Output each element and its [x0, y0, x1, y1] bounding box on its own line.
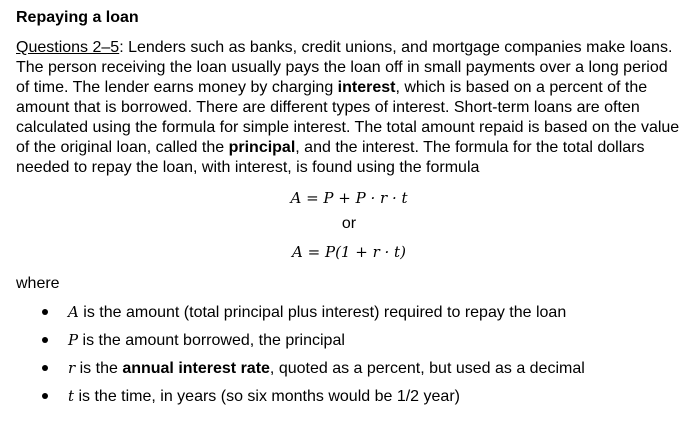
definition-text-rest: , quoted as a percent, but used as a decimal	[269, 360, 585, 377]
definition-text: is the time, in years (so six months would be 1/2 year)	[74, 388, 460, 405]
definition-variable: r	[68, 359, 76, 377]
intro-text-2: , which is based on a percent of the amount that is borrowed. There are different types of interest. Short-term loans are often calculated using the formula for simple interest. The total amount repaid is based on the value of the original loan, called the	[16, 79, 680, 156]
definition-item	[16, 330, 682, 351]
definition-variable: t	[68, 387, 75, 405]
definition-variable: A	[68, 303, 79, 321]
intro-text-3: , and the interest. The formula for the total dollars needed to repay the loan, with interest, is found using the formula	[16, 139, 645, 176]
intro-paragraph	[16, 38, 682, 178]
intro-text-1: Lenders such as banks, credit unions, and mortgage companies make loans. The person receiving the loan usually pays the loan off in small payments over a long period of time. The lender earns money by charging	[16, 39, 673, 96]
bullet-icon	[42, 309, 48, 315]
term-annual-interest-rate: annual interest rate	[122, 360, 270, 377]
formula-factored: A = P(1 + r · t)	[292, 243, 406, 261]
definition-text: is the amount borrowed, the principal	[78, 332, 345, 349]
where-label: where	[16, 275, 60, 292]
definition-variable: P	[68, 331, 79, 349]
definition-text: is the	[75, 360, 123, 377]
definition-item	[16, 302, 682, 323]
bullet-icon	[42, 337, 48, 343]
bullet-icon	[42, 393, 48, 399]
definition-text: is the amount (total principal plus interest) required to repay the loan	[78, 304, 567, 321]
term-principal: principal	[228, 139, 296, 156]
term-interest: interest	[337, 79, 396, 96]
question-reference: Questions 2–5	[16, 39, 120, 56]
definition-item	[16, 386, 682, 407]
definition-item	[16, 358, 682, 379]
bullet-icon	[42, 365, 48, 371]
intro-separator: :	[119, 39, 129, 56]
or-separator: or	[341, 215, 357, 232]
formula-expanded: A = P + P · r · t	[290, 189, 408, 207]
section-title: Repaying a loan	[16, 9, 139, 26]
definition-list	[16, 302, 682, 407]
